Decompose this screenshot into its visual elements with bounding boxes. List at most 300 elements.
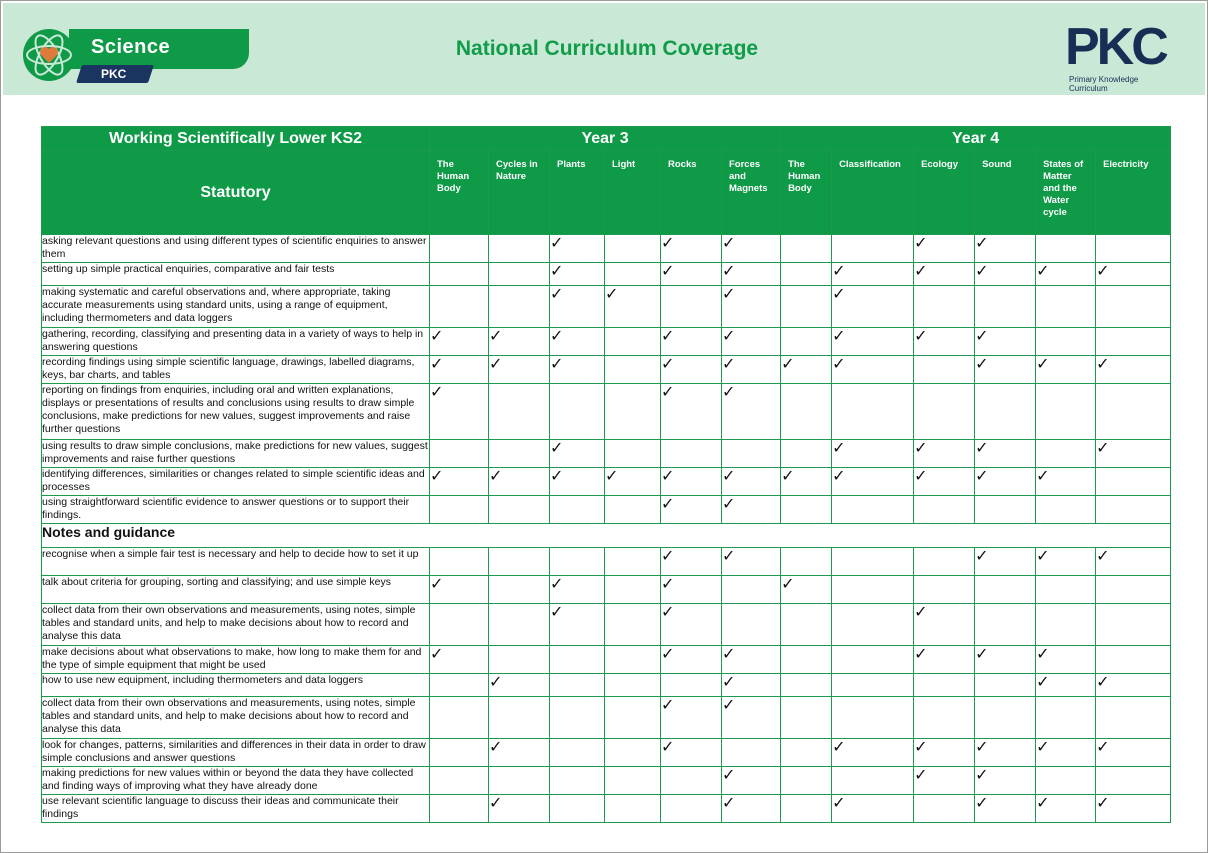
coverage-cell [661, 263, 722, 286]
coverage-cell [605, 235, 661, 263]
check-icon: ✓ [722, 496, 736, 513]
coverage-cell [661, 356, 722, 384]
check-icon: ✓ [722, 328, 736, 345]
coverage-cell [489, 576, 550, 604]
coverage-cell [489, 674, 550, 697]
topic-header: Rocks [661, 151, 722, 235]
check-icon: ✓ [661, 548, 675, 565]
check-icon: ✓ [975, 767, 989, 784]
coverage-cell [1036, 356, 1096, 384]
check-icon: ✓ [550, 468, 564, 485]
check-icon: ✓ [914, 646, 928, 663]
check-icon: ✓ [430, 576, 444, 593]
coverage-cell [1036, 795, 1096, 823]
coverage-cell [832, 440, 914, 468]
coverage-cell [550, 795, 605, 823]
table-row [42, 604, 1171, 646]
check-icon: ✓ [1036, 468, 1050, 485]
check-icon: ✓ [832, 328, 846, 345]
coverage-cell [489, 646, 550, 674]
criterion-text: look for changes, patterns, similarities and differences in their data in order to draw simple conclusions and answer questions [42, 739, 430, 767]
coverage-cell [975, 440, 1036, 468]
coverage-cell [605, 795, 661, 823]
check-icon: ✓ [975, 795, 989, 812]
coverage-cell [914, 356, 975, 384]
check-icon: ✓ [550, 286, 564, 303]
notes-section-row [42, 524, 1171, 548]
check-icon: ✓ [489, 356, 503, 373]
check-icon: ✓ [781, 576, 795, 593]
check-icon: ✓ [661, 576, 675, 593]
coverage-cell [832, 286, 914, 328]
criterion-text: making predictions for new values within or beyond the data they have collected and finding ways of improving what they have already done [42, 767, 430, 795]
check-icon: ✓ [914, 263, 928, 280]
coverage-table [41, 126, 1171, 823]
check-icon: ✓ [550, 263, 564, 280]
coverage-cell [781, 767, 832, 795]
coverage-cell [832, 496, 914, 524]
coverage-cell [550, 646, 605, 674]
check-icon: ✓ [1036, 646, 1050, 663]
working-scientifically-heading: Working Scientifically Lower KS2 [42, 127, 430, 151]
check-icon: ✓ [661, 697, 675, 714]
check-icon: ✓ [430, 356, 444, 373]
coverage-cell [832, 697, 914, 739]
coverage-cell [1096, 328, 1171, 356]
coverage-cell [1096, 795, 1171, 823]
coverage-cell [722, 767, 781, 795]
coverage-cell [781, 646, 832, 674]
check-icon: ✓ [914, 328, 928, 345]
check-icon: ✓ [550, 328, 564, 345]
coverage-cell [914, 328, 975, 356]
check-icon: ✓ [661, 328, 675, 345]
check-icon: ✓ [430, 384, 444, 401]
check-icon: ✓ [661, 356, 675, 373]
coverage-cell [489, 440, 550, 468]
logo-science-label: Science [91, 36, 171, 58]
coverage-cell [661, 548, 722, 576]
coverage-cell [722, 739, 781, 767]
coverage-cell [781, 468, 832, 496]
coverage-cell [550, 440, 605, 468]
coverage-cell [1096, 468, 1171, 496]
coverage-cell [781, 674, 832, 697]
topic-header: Classification [832, 151, 914, 235]
coverage-cell [832, 739, 914, 767]
check-icon: ✓ [489, 674, 503, 691]
check-icon: ✓ [975, 468, 989, 485]
coverage-cell [1036, 646, 1096, 674]
table-row [42, 384, 1171, 440]
check-icon: ✓ [661, 496, 675, 513]
check-icon: ✓ [975, 356, 989, 373]
check-icon: ✓ [832, 440, 846, 457]
coverage-cell [722, 356, 781, 384]
coverage-cell [1036, 286, 1096, 328]
coverage-cell [832, 468, 914, 496]
coverage-cell [975, 384, 1036, 440]
coverage-cell [605, 328, 661, 356]
coverage-cell [605, 604, 661, 646]
coverage-cell [1036, 263, 1096, 286]
coverage-cell [430, 384, 489, 440]
coverage-cell [722, 576, 781, 604]
coverage-cell [975, 576, 1036, 604]
coverage-cell [605, 767, 661, 795]
coverage-cell [661, 576, 722, 604]
check-icon: ✓ [781, 356, 795, 373]
check-icon: ✓ [722, 767, 736, 784]
pkc-brand-logo [1065, 18, 1195, 93]
statutory-heading: Statutory [42, 151, 430, 235]
coverage-cell [722, 674, 781, 697]
topic-header: Ecology [914, 151, 975, 235]
coverage-cell [975, 795, 1036, 823]
coverage-cell [489, 468, 550, 496]
coverage-cell [832, 235, 914, 263]
check-icon: ✓ [975, 646, 989, 663]
check-icon: ✓ [832, 795, 846, 812]
check-icon: ✓ [489, 468, 503, 485]
coverage-cell [550, 576, 605, 604]
coverage-cell [832, 674, 914, 697]
coverage-cell [1096, 674, 1171, 697]
topic-header: Electricity [1096, 151, 1171, 235]
coverage-cell [489, 795, 550, 823]
coverage-cell [430, 739, 489, 767]
coverage-cell [550, 604, 605, 646]
coverage-cell [722, 496, 781, 524]
coverage-cell [914, 286, 975, 328]
check-icon: ✓ [722, 697, 736, 714]
coverage-cell [430, 646, 489, 674]
coverage-cell [489, 384, 550, 440]
coverage-cell [832, 604, 914, 646]
check-icon: ✓ [661, 739, 675, 756]
coverage-cell [550, 356, 605, 384]
coverage-cell [722, 468, 781, 496]
coverage-cell [430, 576, 489, 604]
check-icon: ✓ [832, 739, 846, 756]
check-icon: ✓ [1096, 356, 1110, 373]
table-row [42, 697, 1171, 739]
coverage-cell [1036, 576, 1096, 604]
coverage-cell [1096, 767, 1171, 795]
check-icon: ✓ [832, 286, 846, 303]
table-row [42, 548, 1171, 576]
topic-header: Forces and Magnets [722, 151, 781, 235]
coverage-cell [430, 674, 489, 697]
coverage-cell [1096, 604, 1171, 646]
coverage-cell [489, 286, 550, 328]
table-row [42, 646, 1171, 674]
coverage-cell [975, 263, 1036, 286]
coverage-cell [550, 767, 605, 795]
topic-header: States of Matter and the Water cycle [1036, 151, 1096, 235]
check-icon: ✓ [914, 440, 928, 457]
coverage-cell [605, 384, 661, 440]
coverage-cell [722, 795, 781, 823]
coverage-cell [489, 697, 550, 739]
coverage-cell [781, 604, 832, 646]
check-icon: ✓ [722, 795, 736, 812]
criterion-text: reporting on findings from enquiries, including oral and written explanations, displays or presentations of results and conclusions using results to draw simple conclusions, make predictions for new values, suggest improvements and raise further questions [42, 384, 430, 440]
coverage-cell [550, 548, 605, 576]
check-icon: ✓ [722, 646, 736, 663]
coverage-cell [975, 767, 1036, 795]
check-icon: ✓ [781, 468, 795, 485]
brand-mark: PKC [1065, 18, 1166, 76]
coverage-cell [489, 548, 550, 576]
criterion-text: asking relevant questions and using different types of scientific enquiries to answer them [42, 235, 430, 263]
table-row [42, 263, 1171, 286]
coverage-cell [661, 795, 722, 823]
criterion-text: using results to draw simple conclusions, make predictions for new values, suggest improvements and raise further questions [42, 440, 430, 468]
coverage-cell [781, 235, 832, 263]
coverage-cell [832, 767, 914, 795]
coverage-cell [661, 235, 722, 263]
table-row [42, 739, 1171, 767]
coverage-cell [661, 767, 722, 795]
coverage-cell [661, 697, 722, 739]
coverage-cell [832, 576, 914, 604]
check-icon: ✓ [914, 739, 928, 756]
coverage-cell [489, 767, 550, 795]
coverage-cell [661, 496, 722, 524]
check-icon: ✓ [661, 263, 675, 280]
coverage-cell [975, 235, 1036, 263]
check-icon: ✓ [722, 674, 736, 691]
check-icon: ✓ [975, 328, 989, 345]
criterion-text: collect data from their own observations and measurements, using notes, simple tables and standard units, and help to make decisions about how to record and analyse this data [42, 604, 430, 646]
coverage-cell [1096, 646, 1171, 674]
coverage-cell [722, 646, 781, 674]
coverage-cell [661, 674, 722, 697]
check-icon: ✓ [975, 548, 989, 565]
check-icon: ✓ [661, 604, 675, 621]
coverage-cell [1096, 384, 1171, 440]
check-icon: ✓ [832, 468, 846, 485]
criterion-text: recording findings using simple scientific language, drawings, labelled diagrams, keys, bar charts, and tables [42, 356, 430, 384]
year-4-heading: Year 4 [781, 127, 1171, 151]
table-row [42, 468, 1171, 496]
coverage-cell [430, 767, 489, 795]
check-icon: ✓ [550, 356, 564, 373]
coverage-cell [722, 263, 781, 286]
coverage-cell [1096, 235, 1171, 263]
check-icon: ✓ [914, 767, 928, 784]
coverage-cell [914, 646, 975, 674]
coverage-cell [1036, 697, 1096, 739]
coverage-cell [1096, 356, 1171, 384]
coverage-cell [781, 496, 832, 524]
check-icon: ✓ [550, 576, 564, 593]
coverage-cell [489, 604, 550, 646]
criterion-text: how to use new equipment, including thermometers and data loggers [42, 674, 430, 697]
coverage-cell [661, 440, 722, 468]
check-icon: ✓ [1036, 795, 1050, 812]
coverage-cell [722, 548, 781, 576]
coverage-cell [975, 604, 1036, 646]
coverage-cell [430, 235, 489, 263]
table-row [42, 496, 1171, 524]
criterion-text: identifying differences, similarities or changes related to simple scientific ideas and processes [42, 468, 430, 496]
check-icon: ✓ [722, 548, 736, 565]
coverage-cell [722, 384, 781, 440]
coverage-cell [430, 697, 489, 739]
coverage-cell [605, 646, 661, 674]
coverage-cell [489, 496, 550, 524]
check-icon: ✓ [1036, 263, 1050, 280]
topic-header: Sound [975, 151, 1036, 235]
coverage-cell [722, 697, 781, 739]
coverage-cell [781, 548, 832, 576]
check-icon: ✓ [489, 739, 503, 756]
coverage-cell [1096, 286, 1171, 328]
check-icon: ✓ [550, 440, 564, 457]
coverage-cell [914, 384, 975, 440]
coverage-cell [914, 739, 975, 767]
coverage-cell [1036, 739, 1096, 767]
coverage-cell [781, 328, 832, 356]
check-icon: ✓ [832, 356, 846, 373]
table-row [42, 767, 1171, 795]
coverage-cell [832, 263, 914, 286]
check-icon: ✓ [1096, 739, 1110, 756]
table-row [42, 286, 1171, 328]
coverage-cell [1096, 697, 1171, 739]
check-icon: ✓ [1096, 795, 1110, 812]
coverage-cell [722, 440, 781, 468]
coverage-cell [489, 263, 550, 286]
coverage-cell [914, 235, 975, 263]
coverage-cell [781, 286, 832, 328]
coverage-cell [781, 795, 832, 823]
check-icon: ✓ [1036, 356, 1050, 373]
check-icon: ✓ [722, 235, 736, 252]
coverage-cell [605, 496, 661, 524]
check-icon: ✓ [1036, 674, 1050, 691]
coverage-cell [605, 674, 661, 697]
coverage-cell [605, 468, 661, 496]
coverage-cell [975, 496, 1036, 524]
coverage-cell [550, 496, 605, 524]
check-icon: ✓ [914, 604, 928, 621]
coverage-cell [722, 604, 781, 646]
coverage-cell [914, 496, 975, 524]
coverage-cell [1096, 576, 1171, 604]
check-icon: ✓ [550, 604, 564, 621]
criterion-text: setting up simple practical enquiries, comparative and fair tests [42, 263, 430, 286]
check-icon: ✓ [975, 440, 989, 457]
coverage-cell [1096, 496, 1171, 524]
check-icon: ✓ [1036, 548, 1050, 565]
coverage-cell [489, 356, 550, 384]
coverage-cell [430, 496, 489, 524]
logo-pkc-label: PKC [101, 67, 127, 81]
coverage-cell [1036, 440, 1096, 468]
check-icon: ✓ [975, 739, 989, 756]
coverage-cell [914, 697, 975, 739]
check-icon: ✓ [722, 263, 736, 280]
check-icon: ✓ [661, 646, 675, 663]
coverage-cell [832, 384, 914, 440]
coverage-cell [975, 286, 1036, 328]
coverage-cell [489, 328, 550, 356]
coverage-cell [550, 263, 605, 286]
page-title: National Curriculum Coverage [455, 37, 759, 60]
coverage-cell [1036, 235, 1096, 263]
coverage-cell [722, 328, 781, 356]
coverage-cell [914, 263, 975, 286]
coverage-cell [781, 356, 832, 384]
coverage-cell [430, 263, 489, 286]
coverage-cell [914, 604, 975, 646]
check-icon: ✓ [1096, 548, 1110, 565]
coverage-cell [781, 384, 832, 440]
table-row [42, 674, 1171, 697]
coverage-table-body [42, 235, 1171, 823]
check-icon: ✓ [832, 263, 846, 280]
coverage-cell [430, 548, 489, 576]
check-icon: ✓ [975, 263, 989, 280]
check-icon: ✓ [722, 356, 736, 373]
coverage-cell [430, 286, 489, 328]
coverage-cell [605, 263, 661, 286]
coverage-cell [914, 440, 975, 468]
coverage-cell [605, 739, 661, 767]
check-icon: ✓ [605, 286, 619, 303]
coverage-cell [661, 384, 722, 440]
check-icon: ✓ [489, 795, 503, 812]
check-icon: ✓ [430, 328, 444, 345]
coverage-cell [914, 576, 975, 604]
coverage-cell [550, 384, 605, 440]
criterion-text: recognise when a simple fair test is necessary and help to decide how to set it up [42, 548, 430, 576]
criterion-text: talk about criteria for grouping, sorting and classifying; and use simple keys [42, 576, 430, 604]
criterion-text: make decisions about what observations to make, how long to make them for and the type of simple equipment that might be used [42, 646, 430, 674]
check-icon: ✓ [605, 468, 619, 485]
coverage-cell [661, 328, 722, 356]
coverage-cell [832, 795, 914, 823]
topic-header: Light [605, 151, 661, 235]
check-icon: ✓ [661, 235, 675, 252]
header-band [3, 3, 1205, 95]
coverage-cell [430, 795, 489, 823]
coverage-cell [661, 604, 722, 646]
criterion-text: making systematic and careful observations and, where appropriate, taking accurate measurements using standard units, using a range of equipment, including thermometers and data loggers [42, 286, 430, 328]
coverage-cell [1096, 548, 1171, 576]
criterion-text: use relevant scientific language to discuss their ideas and communicate their findings [42, 795, 430, 823]
coverage-cell [605, 548, 661, 576]
coverage-cell [914, 468, 975, 496]
coverage-cell [550, 697, 605, 739]
coverage-cell [489, 739, 550, 767]
check-icon: ✓ [1036, 739, 1050, 756]
check-icon: ✓ [722, 286, 736, 303]
coverage-cell [550, 328, 605, 356]
coverage-cell [550, 235, 605, 263]
coverage-cell [781, 440, 832, 468]
coverage-cell [1036, 674, 1096, 697]
check-icon: ✓ [661, 468, 675, 485]
coverage-cell [975, 548, 1036, 576]
coverage-cell [550, 286, 605, 328]
coverage-cell [430, 440, 489, 468]
coverage-cell [1036, 767, 1096, 795]
topic-header: Plants [550, 151, 605, 235]
